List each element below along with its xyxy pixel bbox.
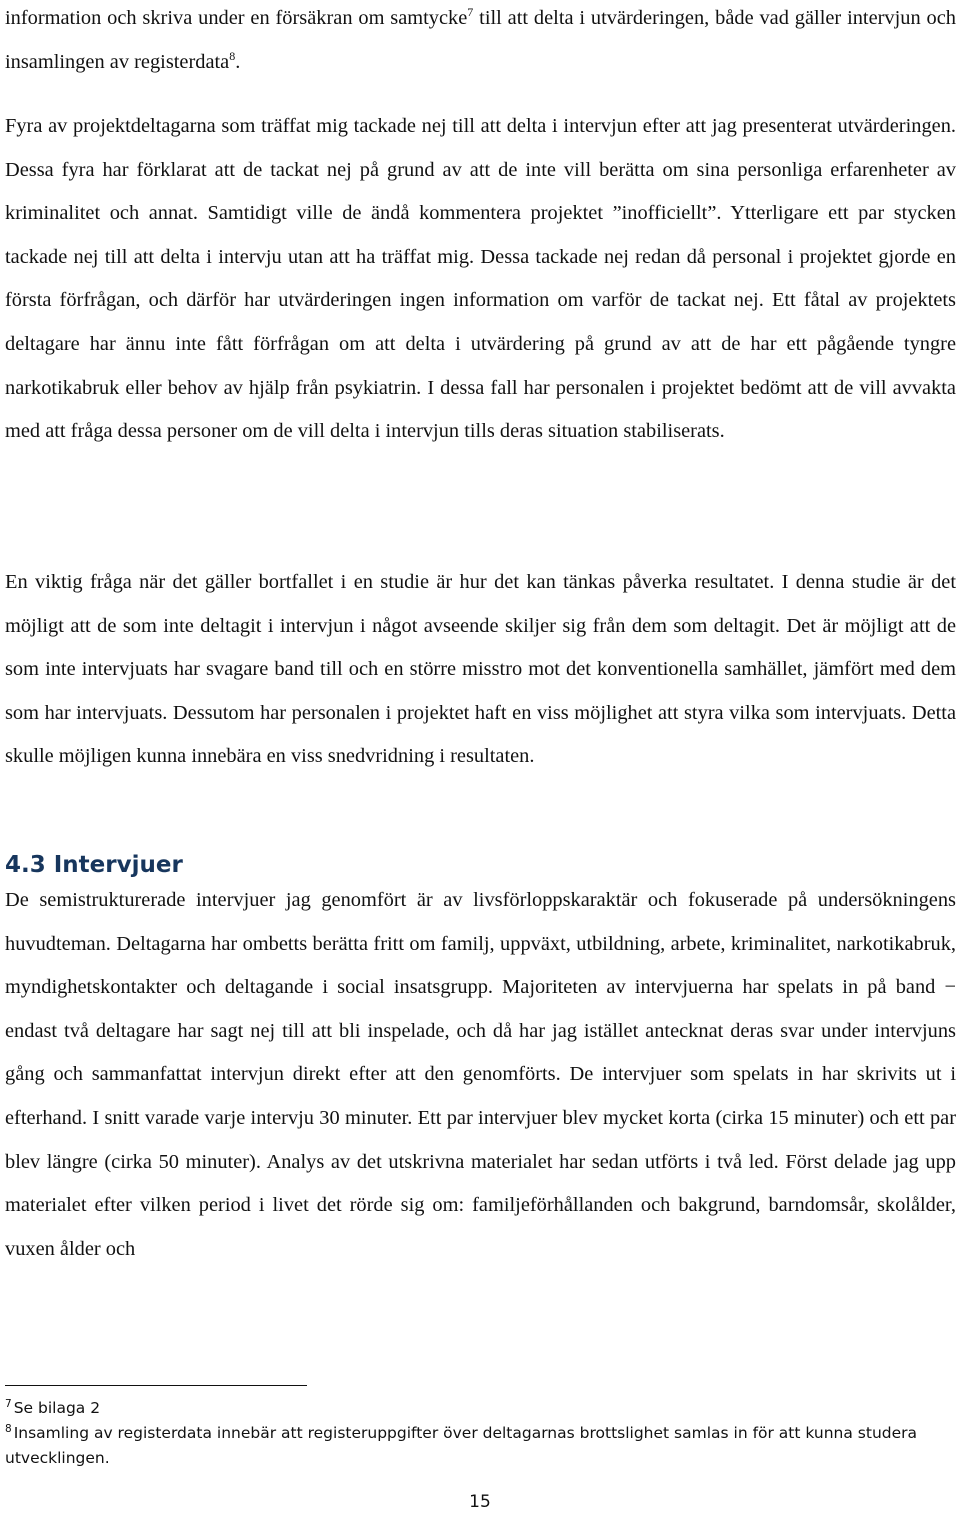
paragraph-consent-text-a: information och skriva under en försäkran om samtycke: [5, 7, 468, 29]
footnote-ref-7: 7: [467, 5, 474, 20]
paragraph-consent: [5, 0, 956, 84]
page-number: 15: [469, 1492, 491, 1512]
footnote-text: Insamling av registerdata innebär att registeruppgifter över deltagarnas brottslighet samlas in för att kunna studera utvecklingen.: [5, 1424, 918, 1467]
footnote-ref-8: 8: [229, 48, 236, 63]
paragraph-consent-text-c: .: [235, 50, 241, 73]
section-heading: 4.3 Intervjuer: [5, 852, 183, 878]
footnote-number: 8: [5, 1422, 12, 1435]
footnote-divider: [5, 1385, 307, 1386]
footnote-8: [5, 1421, 956, 1471]
paragraph-declined: Fyra av projektdeltagarna som träffat mig tackade nej till att delta i intervjun efter att jag presenterat utvärderingen. Dessa fyra har förklarat att de tackat nej på grund av att de inte vill berätta om sina personliga erfarenheter av kriminalitet och annat. Samtidigt ville de ändå kommentera projektet ”inofficiellt”. Ytterligare ett par stycken tackade nej till att delta i intervju utan att ha träffat mig. Dessa tackade nej redan då personal i projektet gjorde en första förfrågan, och därför har utvärderingen ingen information om varför de tackat nej. Ett fåtal av projektets deltagare har ännu inte fått förfrågan om att delta i utvärdering på grund av att de har ett pågående tyngre narkotikabruk eller behov av hjälp från psykiatrin. I dessa fall har personalen i projektet bedömt att de vill avvakta med att fråga dessa personer om de vill delta i intervjun tills deras situation stabiliserats.: [5, 115, 956, 443]
paragraph-interviews: De semistrukturerade intervjuer jag genomfört är av livsförloppskaraktär och fokuserade på undersökningens huvudteman. Deltagarna har ombetts berätta fritt om familj, uppväxt, utbildning, arbete, kriminalitet, narkotikabruk, myndighetskontakter och deltagande i social insatsgrupp. Majoriteten av intervjuerna har spelats in på band − endast två deltagare har sagt nej till att bli inspelade, och då har jag istället antecknat deras svar under intervjuns gång och sammanfattat intervjun direkt efter att den genomförts. De intervjuer som spelats in har skrivits ut i efterhand. I snitt varade varje intervju 30 minuter. Ett par intervjuer blev mycket korta (cirka 15 minuter) och ett par blev längre (cirka 50 minuter). Analys av det utskrivna materialet har sedan utförts i två led. Först delade jag upp materialet efter vilken period i livet det rörde sig om: familjeförhållanden och bakgrund, barndomsår, skolålder, vuxen ålder och: [5, 889, 956, 1260]
footnotes: [5, 1396, 956, 1471]
paragraph-consent-text-b: till att delta i utvärderingen, både vad gäller intervjun och insamlingen av registerdata: [5, 7, 956, 73]
footnote-7: [5, 1396, 956, 1421]
footnote-text: Se bilaga 2: [13, 1399, 101, 1417]
paragraph-dropout: En viktig fråga när det gäller bortfallet i en studie är hur det kan tänkas påverka resultatet. I denna studie är det möjligt att de som inte deltagit i intervjun i något avseende skiljer sig från dem som deltagit. Det är möjligt att de som inte intervjuats har svagare band till och en större misstro mot det konventionella samhället, jämfört med dem som har intervjuats. Dessutom har personalen i projektet haft en viss möjlighet att styra vilka som intervjuats. Detta skulle möjligen kunna innebära en viss snedvridning i resultaten.: [5, 571, 956, 768]
footnote-number: 7: [5, 1397, 12, 1410]
